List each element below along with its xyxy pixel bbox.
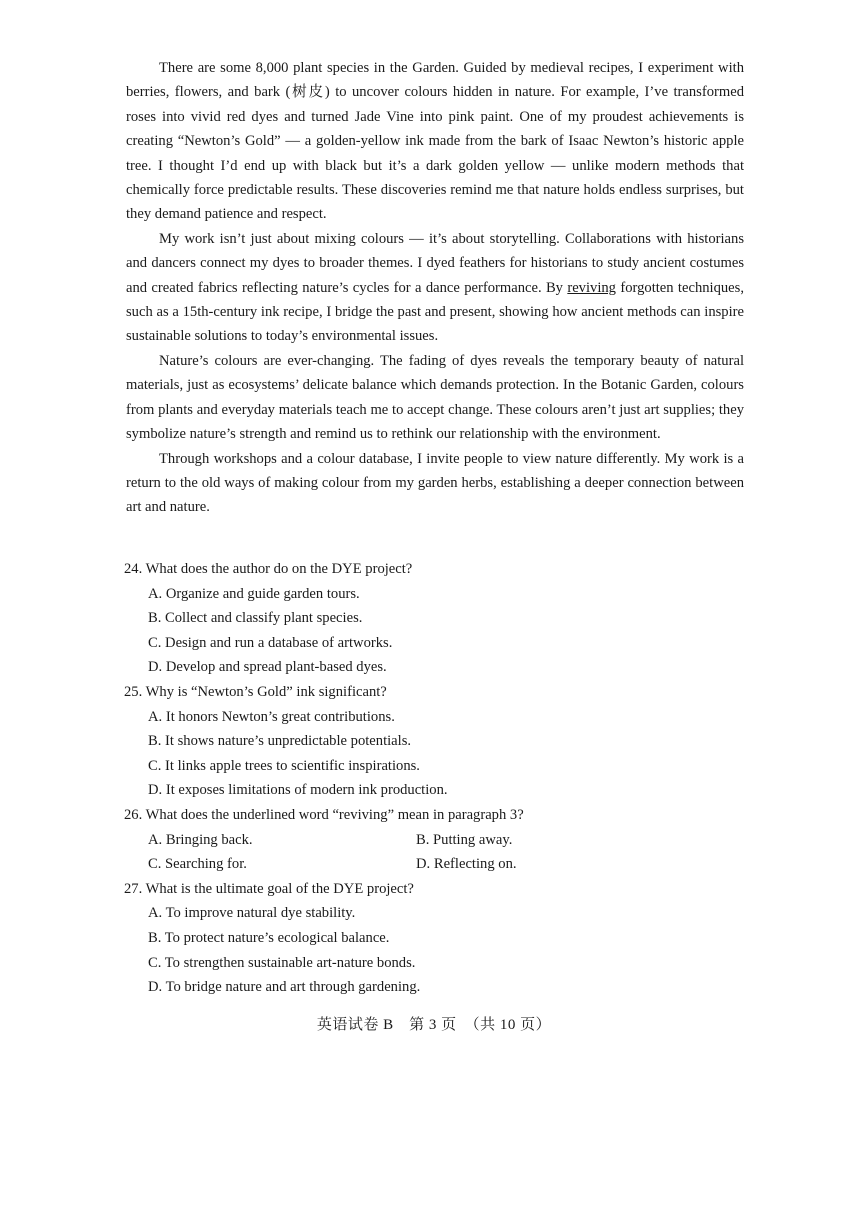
option-b: B. To protect nature’s ecological balance. bbox=[148, 929, 390, 946]
option-a: A. To improve natural dye stability. bbox=[148, 905, 356, 922]
option-d: D. It exposes limitations of modern ink production. bbox=[148, 782, 448, 799]
underlined-word: reviving bbox=[567, 279, 616, 296]
option-b: B. Collect and classify plant species. bbox=[148, 610, 363, 627]
passage-paragraph-3: Nature’s colours are ever-changing. The fading of dyes reveals the temporary beauty of natural materials, just as ecosystems’ delicate balance which demands protection. In the Botanic Garden, colours from plants and everyday materials teach me to accept change. These colours aren’t just art supplies; they symbolize nature’s strength and remind us to rethink our relationship with the environment. bbox=[126, 352, 744, 443]
passage-paragraph-1: There are some 8,000 plant species in the Garden. Guided by medieval recipes, I experiment with berries, flowers, and bark (树皮) to uncover colours hidden in nature. For example, I’ve transformed roses into vivid red dyes and turned Jade Vine into pink paint. One of my proudest achievements is creating “Newton’s Gold” — a golden-yellow ink made from the bark of Isaac Newton’s historic apple tree. I thought I’d end up with black but it’s a dark golden yellow — unlike modern methods that chemically force predictable results. These discoveries remind me that nature holds endless surprises, but they demand patience and respect. bbox=[126, 60, 744, 223]
question-27 bbox=[124, 877, 684, 1000]
question-24 bbox=[124, 557, 684, 680]
option-row bbox=[124, 828, 684, 853]
option-b: B. Putting away. bbox=[416, 831, 513, 848]
option-a: A. Organize and guide garden tours. bbox=[148, 585, 360, 602]
option-c: C. It links apple trees to scientific inspirations. bbox=[148, 757, 420, 774]
question-stem: 25. Why is “Newton’s Gold” ink significant? bbox=[124, 683, 387, 700]
question-list bbox=[124, 557, 684, 1000]
option-b: B. It shows nature’s unpredictable potentials. bbox=[148, 733, 412, 750]
option-c: C. Design and run a database of artworks. bbox=[148, 634, 393, 651]
option-a: A. Bringing back. bbox=[148, 831, 253, 848]
paragraph-2-text-start: My work isn’t just about mixing colours — it’s about storytelling. Collaborations with historians and dancers connect my dyes to broader themes. I dyed feathers for historians to study ancient costumes and created fabrics reflecting nature’s cycles for a dance performance. By bbox=[126, 230, 744, 296]
option-row bbox=[124, 852, 684, 877]
option-c: C. To strengthen sustainable art-nature bonds. bbox=[148, 954, 416, 971]
option-d: D. Reflecting on. bbox=[416, 856, 517, 873]
passage-paragraph-2 bbox=[126, 227, 744, 349]
question-26 bbox=[124, 803, 684, 877]
question-stem: 27. What is the ultimate goal of the DYE project? bbox=[124, 880, 414, 897]
option-c: C. Searching for. bbox=[148, 856, 247, 873]
option-d: D. Develop and spread plant-based dyes. bbox=[148, 659, 387, 676]
question-25 bbox=[124, 680, 684, 803]
question-stem: 24. What does the author do on the DYE project? bbox=[124, 561, 413, 577]
question-stem: 26. What does the underlined word “reviving” mean in paragraph 3? bbox=[124, 806, 524, 823]
reading-passage bbox=[126, 56, 744, 520]
page-footer: 英语试卷 B 第 3 页 （共 10 页） bbox=[316, 1017, 552, 1033]
option-d: D. To bridge nature and art through gardening. bbox=[148, 979, 421, 996]
option-a: A. It honors Newton’s great contributions. bbox=[148, 708, 395, 725]
passage-paragraph-4: Through workshops and a colour database, I invite people to view nature differently. My work is a return to the old ways of making colour from my garden herbs, establishing a deeper connection between art and nature. bbox=[126, 450, 744, 516]
paragraph-2-text-end: forgotten techniques, such as a 15th-century ink recipe, I bridge the past and present, showing how ancient methods can inspire sustainable solutions to today’s environmental issues. bbox=[126, 279, 744, 345]
